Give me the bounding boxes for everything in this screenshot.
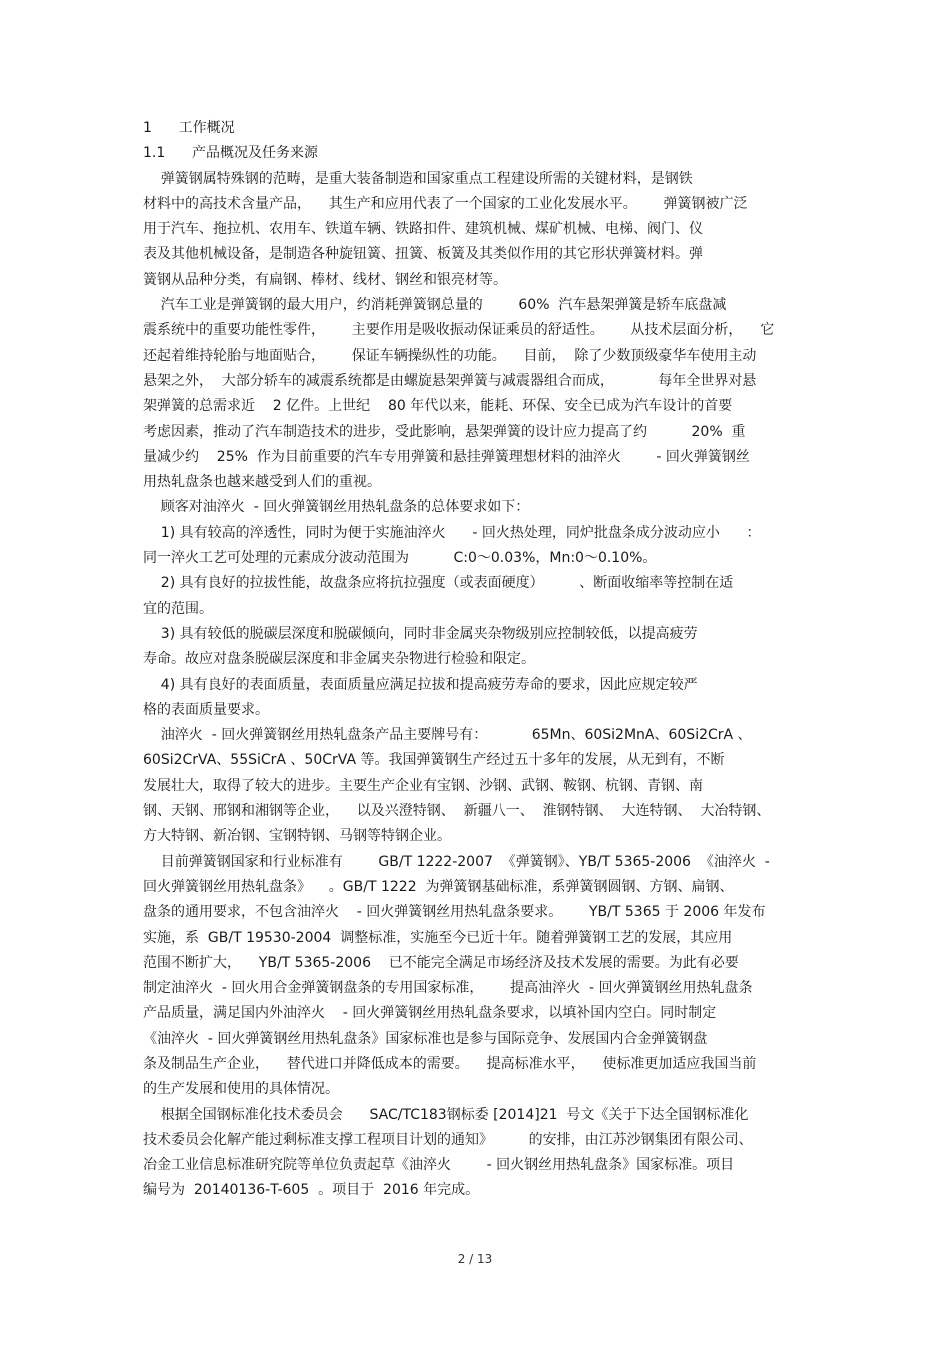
text-line: 2) 具有良好的拉拔性能，故盘条应将抗拉强度（或表面硬度） 、断面收缩率等控制在适	[143, 575, 734, 592]
text-line: 架弹簧的总需求近 2 亿件。上世纪 80 年代以来，能耗、环保、安全已成为汽车设计的首要	[143, 398, 733, 415]
text-line: 悬架之外， 大部分轿车的减震系统都是由螺旋悬架弹簧与减震器组合而成， 每年全世界对悬	[143, 372, 757, 389]
text-line: 制定油淬火 - 回火用合金弹簧钢盘条的专用国家标准， 提高油淬火 - 回火弹簧钢丝用热轧盘条	[143, 980, 753, 997]
text-line: 油淬火 - 回火弹簧钢丝用热轧盘条产品主要牌号有： 65Mn、60Si2MnA、60Si2CrA 、	[143, 727, 752, 744]
text-line: 表及其他机械设备，是制造各种旋钮簧、扭簧、板簧及其类似作用的其它形状弹簧材料。弹	[143, 246, 703, 263]
text-line: 量减少约 25% 作为目前重要的汽车专用弹簧和悬挂弹簧理想材料的油淬火 - 回火弹簧钢丝	[143, 448, 750, 465]
text-line: 发展壮大，取得了较大的进步。主要生产企业有宝钢、沙钢、武钢、鞍钢、杭钢、青钢、南	[143, 777, 703, 794]
text-line: 宜的范围。	[143, 600, 213, 617]
text-line: 用热轧盘条也越来越受到人们的重视。	[143, 474, 381, 491]
text-line: 弹簧钢属特殊钢的范畴，是重大装备制造和国家重点工程建设所需的关键材料，是钢铁	[143, 170, 693, 187]
text-line: 3) 具有较低的脱碳层深度和脱碳倾向，同时非金属夹杂物级别应控制较低，以提高疲劳	[143, 625, 698, 642]
text-line: 冶金工业信息标准研究院等单位负责起草《油淬火 - 回火钢丝用热轧盘条》国家标准。项目	[143, 1157, 735, 1174]
text-line: 60Si2CrVA、55SiCrA 、50CrVA 等。我国弹簧钢生产经过五十多年的发展，从无到有，不断	[143, 752, 725, 769]
text-line: 用于汽车、拖拉机、农用车、铁道车辆、铁路扣件、建筑机械、煤矿机械、电梯、阀门、仪	[143, 221, 703, 238]
text-line: 1) 具有较高的淬透性，同时为便于实施油淬火 - 回火热处理，同炉批盘条成分波动应小 ：	[143, 524, 761, 541]
text-line: 考虑因素，推动了汽车制造技术的进步，受此影响，悬架弹簧的设计应力提高了约 20% 重	[143, 423, 746, 440]
text-line: 产品质量，满足国内外油淬火 - 回火弹簧钢丝用热轧盘条要求，以填补国内空白。同时制定	[143, 1005, 717, 1022]
text-line: 4) 具有良好的表面质量，表面质量应满足拉拔和提高疲劳寿命的要求，因此应规定较严	[143, 676, 698, 693]
text-line: 的生产发展和使用的具体情况。	[143, 1081, 339, 1098]
text-line: 范围不断扩大， YB/T 5365-2006 已不能完全满足市场经济及技术发展的需要。为此有必要	[143, 954, 739, 971]
text-line: 回火弹簧钢丝用热轧盘条》 。GB/T 1222 为弹簧钢基础标准，系弹簧钢圆钢、方钢、扁钢、	[143, 878, 734, 895]
text-line: 盘条的通用要求，不包含油淬火 - 回火弹簧钢丝用热轧盘条要求。 YB/T 5365 于 2006 年发布	[143, 904, 766, 921]
text-line: 目前弹簧钢国家和行业标准有 GB/T 1222-2007 《弹簧钢》、YB/T 5365-2006 《油淬火 -	[143, 853, 770, 870]
text-line: 汽车工业是弹簧钢的最大用户，约消耗弹簧钢总量的 60% 汽车悬架弹簧是轿车底盘减	[143, 297, 727, 314]
text-line: 材料中的高技术含量产品， 其生产和应用代表了一个国家的工业化发展水平。 弹簧钢被广泛	[143, 195, 748, 212]
text-line: 同一淬火工艺可处理的元素成分波动范围为 C:0～0.03%，Mn:0～0.10%。	[143, 550, 657, 567]
text-line: 还起着维持轮胎与地面贴合， 保证车辆操纵性的功能。 目前， 除了少数顶级豪华车使用主动	[143, 347, 757, 364]
text-line: 顾客对油淬火 - 回火弹簧钢丝用热轧盘条的总体要求如下：	[143, 499, 530, 516]
text-line: 寿命。故应对盘条脱碳层深度和非金属夹杂物进行检验和限定。	[143, 651, 535, 668]
text-line: 根据全国钢标准化技术委员会 SAC/TC183钢标委 [2014]21 号文《关于下达全国钢标准化	[143, 1106, 749, 1123]
text-line: 簧钢从品种分类，有扁钢、棒材、线材、钢丝和银亮材等。	[143, 271, 507, 288]
section-heading: 1 工作概况	[143, 120, 235, 136]
document-body	[143, 116, 813, 1204]
text-line: 条及制品生产企业， 替代进口并降低成本的需要。 提高标准水平， 使标准更加适应我国当前	[143, 1055, 757, 1072]
text-line: 技术委员会化解产能过剩标准支撑工程项目计划的通知》 的安排，由江苏沙钢集团有限公司、	[143, 1131, 753, 1148]
text-line: 钢、天钢、邢钢和湘钢等企业， 以及兴澄特钢、 新疆八一、 淮钢特钢、 大连特钢、 大冶特钢、	[143, 803, 771, 820]
text-line: 实施，系 GB/T 19530-2004 调整标准，实施至今已近十年。随着弹簧钢工艺的发展，其应用	[143, 929, 733, 946]
text-line: 震系统中的重要功能性零件， 主要作用是吸收振动保证乘员的舒适性。 从技术层面分析， 它	[143, 322, 775, 339]
text-line: 《油淬火 - 回火弹簧钢丝用热轧盘条》国家标准也是参与国际竞争、发展国内合金弹簧钢盘	[143, 1030, 708, 1047]
text-line: 格的表面质量要求。	[143, 701, 269, 718]
subsection-heading: 1.1 产品概况及任务来源	[143, 145, 318, 162]
text-line: 方大特钢、新冶钢、宝钢特钢、马钢等特钢企业。	[143, 828, 451, 845]
page-number: 2 / 13	[457, 1252, 493, 1266]
text-line: 编号为 20140136-T-605 。项目于 2016 年完成。	[143, 1182, 480, 1199]
